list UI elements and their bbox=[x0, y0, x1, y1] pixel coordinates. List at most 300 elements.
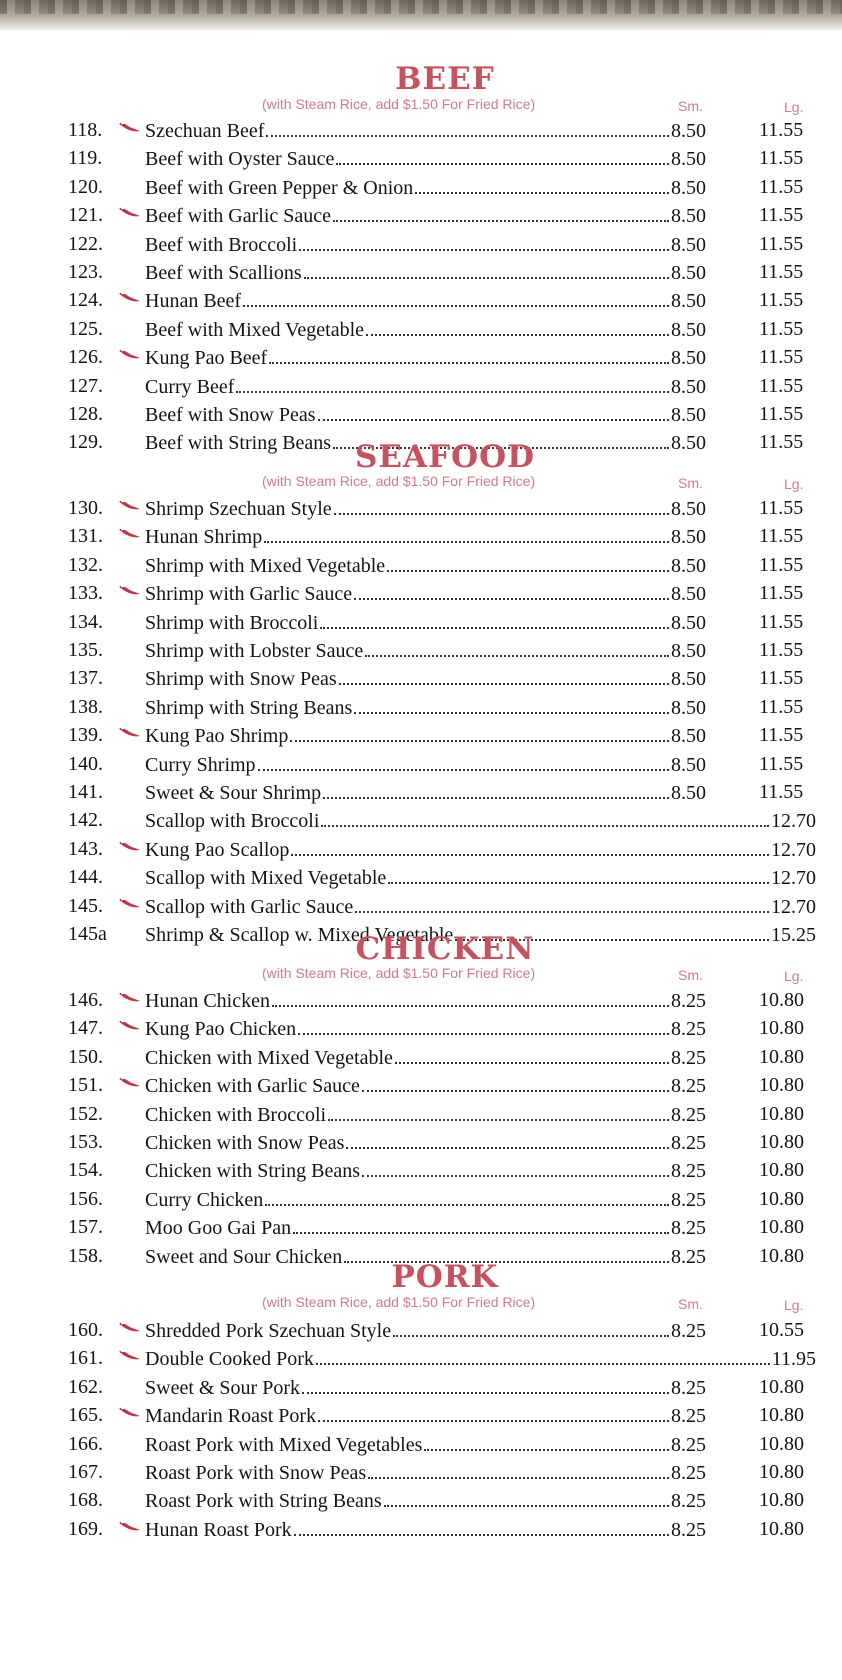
item-number: 139. bbox=[68, 724, 103, 747]
hot-pepper-icon bbox=[119, 1077, 141, 1089]
item-number: 118. bbox=[68, 119, 103, 141]
small-size-header: Sm. bbox=[678, 475, 703, 491]
large-size-header: Lg. bbox=[784, 99, 804, 115]
menu-item bbox=[0, 863, 842, 892]
item-number: 168. bbox=[68, 1489, 103, 1512]
small-price: 8.50 bbox=[671, 262, 706, 284]
item-price: 11.95 bbox=[771, 1348, 816, 1371]
item-number: 121. bbox=[68, 204, 103, 227]
large-price: 10.80 bbox=[759, 1131, 804, 1153]
large-price: 11.55 bbox=[759, 346, 804, 369]
item-name-line bbox=[145, 522, 706, 551]
small-price: 8.50 bbox=[671, 375, 706, 398]
small-price: 8.25 bbox=[671, 1075, 706, 1098]
item-number: 162. bbox=[68, 1375, 103, 1398]
menu-item bbox=[0, 664, 842, 693]
item-name: Scallop with Broccoli bbox=[145, 810, 320, 833]
menu-item bbox=[0, 1128, 842, 1157]
item-price: 12.70 bbox=[771, 895, 816, 918]
section-title: BEEF bbox=[395, 61, 495, 97]
hot-pepper-icon bbox=[119, 207, 141, 219]
dot-leader bbox=[272, 986, 669, 1007]
item-number: 153. bbox=[68, 1131, 103, 1153]
item-number: 161. bbox=[68, 1347, 103, 1370]
item-name-line bbox=[145, 1043, 706, 1072]
item-name: Beef with Oyster Sauce bbox=[145, 148, 335, 171]
item-name: Chicken with Broccoli bbox=[145, 1103, 327, 1126]
large-price: 10.80 bbox=[759, 989, 804, 1011]
item-name-line bbox=[145, 1515, 706, 1544]
item-number: 165. bbox=[68, 1404, 103, 1427]
dot-leader bbox=[299, 230, 669, 251]
item-price: 15.25 bbox=[771, 924, 816, 946]
item-name: Kung Pao Shrimp bbox=[145, 725, 289, 748]
menu-item bbox=[0, 986, 842, 1015]
item-name-line bbox=[145, 230, 706, 259]
dot-leader bbox=[395, 1043, 669, 1064]
item-number: 134. bbox=[68, 610, 103, 633]
large-price: 11.55 bbox=[759, 204, 804, 227]
dot-leader bbox=[318, 400, 669, 421]
dot-leader bbox=[393, 1316, 669, 1337]
item-name: Beef with Garlic Sauce bbox=[145, 205, 332, 228]
dot-leader bbox=[339, 664, 669, 685]
dot-leader bbox=[384, 1486, 669, 1507]
dot-leader bbox=[354, 693, 669, 714]
menu-item bbox=[0, 522, 842, 551]
item-name: Sweet and Sour Chicken bbox=[145, 1245, 343, 1268]
item-number: 156. bbox=[68, 1187, 103, 1210]
item-name: Curry Beef bbox=[145, 375, 235, 398]
item-name-line bbox=[145, 144, 706, 173]
item-name: Kung Pao Beef bbox=[145, 347, 268, 370]
section-subtitle: (with Steam Rice, add $1.50 For Fried Rice) bbox=[262, 1294, 536, 1310]
menu-item bbox=[0, 400, 842, 429]
item-name: Shrimp with String Beans bbox=[145, 696, 353, 719]
item-name-line bbox=[145, 315, 706, 344]
dot-leader bbox=[362, 1071, 669, 1092]
large-price: 10.80 bbox=[759, 1045, 804, 1068]
small-price: 8.25 bbox=[671, 1433, 706, 1456]
dot-leader bbox=[265, 1185, 669, 1206]
item-name: Scallop with Garlic Sauce bbox=[145, 895, 354, 918]
large-price: 10.80 bbox=[759, 1432, 804, 1455]
item-name-line bbox=[145, 1014, 706, 1043]
small-price: 8.50 bbox=[671, 318, 706, 341]
item-number: 157. bbox=[68, 1216, 103, 1239]
item-name-line bbox=[145, 608, 706, 637]
hot-pepper-icon bbox=[119, 727, 141, 739]
small-price: 8.25 bbox=[671, 1462, 706, 1484]
dot-leader bbox=[328, 1100, 669, 1121]
hot-pepper-icon bbox=[119, 1407, 141, 1419]
item-name: Sweet & Sour Pork bbox=[145, 1376, 300, 1399]
menu-item bbox=[0, 1316, 842, 1345]
dot-leader bbox=[316, 1344, 770, 1365]
item-number: 158. bbox=[68, 1244, 103, 1267]
dot-leader bbox=[291, 835, 769, 856]
menu-item bbox=[0, 1014, 842, 1043]
dot-leader bbox=[304, 258, 669, 279]
dot-leader bbox=[362, 1156, 669, 1177]
item-name-line bbox=[145, 1128, 706, 1157]
item-name: Shrimp Szechuan Style bbox=[145, 498, 332, 520]
item-number: 133. bbox=[68, 582, 103, 605]
hot-pepper-icon bbox=[119, 500, 141, 512]
dot-leader bbox=[243, 286, 669, 307]
menu-item bbox=[0, 636, 842, 665]
small-price: 8.25 bbox=[671, 990, 706, 1012]
small-price: 8.50 bbox=[671, 498, 706, 520]
item-name-line bbox=[145, 201, 706, 230]
item-name-line bbox=[145, 1156, 706, 1185]
menu-item bbox=[0, 201, 842, 230]
menu-item bbox=[0, 144, 842, 173]
dot-leader bbox=[269, 343, 669, 364]
small-price: 8.50 bbox=[671, 640, 706, 662]
small-price: 8.50 bbox=[671, 148, 706, 171]
item-number: 150. bbox=[68, 1045, 103, 1068]
menu-item bbox=[0, 693, 842, 722]
menu-item bbox=[0, 372, 842, 401]
dot-leader bbox=[318, 1401, 669, 1422]
item-name: Shrimp with Garlic Sauce bbox=[145, 583, 353, 606]
menu-item bbox=[0, 258, 842, 287]
small-price: 8.25 bbox=[671, 1046, 706, 1069]
menu-item bbox=[0, 608, 842, 637]
menu-item bbox=[0, 286, 842, 315]
item-name-line bbox=[145, 986, 706, 1015]
dot-leader bbox=[264, 522, 669, 543]
item-price: 12.70 bbox=[771, 867, 816, 890]
item-number: 124. bbox=[68, 289, 103, 312]
large-price: 11.55 bbox=[759, 289, 804, 312]
item-name-line bbox=[145, 286, 706, 315]
item-name: Curry Shrimp bbox=[145, 753, 256, 776]
item-name-line bbox=[145, 693, 706, 722]
menu-item bbox=[0, 750, 842, 779]
large-size-header: Lg. bbox=[784, 1297, 804, 1313]
dot-leader bbox=[236, 372, 669, 393]
item-name-line bbox=[145, 1373, 706, 1402]
item-name: Beef with Mixed Vegetable bbox=[145, 318, 365, 341]
large-price: 11.55 bbox=[759, 431, 804, 454]
item-number: 126. bbox=[68, 346, 103, 369]
item-number: 130. bbox=[68, 497, 103, 519]
dot-leader bbox=[387, 551, 669, 572]
item-name-line bbox=[145, 1458, 706, 1487]
large-price: 11.55 bbox=[759, 374, 804, 397]
item-name: Hunan Chicken bbox=[145, 990, 270, 1012]
small-price: 8.25 bbox=[671, 1160, 706, 1183]
large-price: 10.80 bbox=[759, 1244, 804, 1267]
large-price: 10.55 bbox=[759, 1319, 804, 1341]
hot-pepper-icon bbox=[119, 528, 141, 540]
small-price: 8.50 bbox=[671, 404, 706, 426]
menu-item bbox=[0, 1401, 842, 1430]
menu-item bbox=[0, 806, 842, 835]
large-price: 11.55 bbox=[759, 667, 804, 690]
item-number: 142. bbox=[68, 809, 103, 832]
large-price: 11.55 bbox=[759, 317, 804, 340]
item-name: Shrimp with Mixed Vegetable bbox=[145, 554, 386, 577]
small-price: 8.50 bbox=[671, 432, 706, 455]
menu-item bbox=[0, 1043, 842, 1072]
large-price: 11.55 bbox=[759, 147, 804, 170]
large-price: 11.55 bbox=[759, 525, 804, 548]
item-name-line bbox=[145, 664, 706, 693]
small-price: 8.50 bbox=[671, 753, 706, 776]
menu-item bbox=[0, 721, 842, 750]
item-number: 122. bbox=[68, 232, 103, 255]
item-name-line bbox=[145, 806, 816, 835]
dot-leader bbox=[336, 144, 669, 165]
item-number: 125. bbox=[68, 317, 103, 340]
item-name-line bbox=[145, 494, 706, 523]
item-name-line bbox=[145, 343, 706, 372]
large-price: 10.80 bbox=[759, 1187, 804, 1210]
small-price: 8.50 bbox=[671, 176, 706, 199]
small-price: 8.25 bbox=[671, 1132, 706, 1154]
dot-leader bbox=[346, 1128, 669, 1149]
item-name: Sweet & Sour Shrimp bbox=[145, 782, 322, 804]
dot-leader bbox=[321, 806, 769, 827]
item-number: 154. bbox=[68, 1159, 103, 1182]
section-subtitle: (with Steam Rice, add $1.50 For Fried Rice) bbox=[262, 965, 536, 981]
section-title: SEAFOOD bbox=[355, 439, 535, 475]
item-name-line bbox=[145, 892, 816, 921]
dot-leader bbox=[294, 1515, 669, 1536]
dot-leader bbox=[266, 116, 669, 137]
small-price: 8.50 bbox=[671, 233, 706, 256]
large-price: 11.55 bbox=[759, 403, 804, 425]
hot-pepper-icon bbox=[119, 1521, 141, 1533]
menu-item bbox=[0, 315, 842, 344]
large-price: 11.55 bbox=[759, 582, 804, 605]
small-price: 8.50 bbox=[671, 782, 706, 804]
item-number: 152. bbox=[68, 1102, 103, 1125]
item-name-line bbox=[145, 863, 816, 892]
large-price: 11.55 bbox=[759, 695, 804, 718]
large-price: 10.80 bbox=[759, 1216, 804, 1239]
item-number: 137. bbox=[68, 667, 103, 690]
item-name: Curry Chicken bbox=[145, 1188, 264, 1211]
menu-item bbox=[0, 1486, 842, 1515]
item-number: 167. bbox=[68, 1461, 103, 1483]
hot-pepper-icon bbox=[119, 898, 141, 910]
item-name-line bbox=[145, 1486, 706, 1515]
item-name: Moo Goo Gai Pan bbox=[145, 1217, 292, 1240]
item-name-line bbox=[145, 721, 706, 750]
large-price: 11.55 bbox=[759, 553, 804, 576]
item-name: Double Cooked Pork bbox=[145, 1348, 314, 1371]
dot-leader bbox=[415, 173, 669, 194]
item-name: Hunan Shrimp bbox=[145, 526, 263, 549]
hot-pepper-icon bbox=[119, 1350, 141, 1362]
small-price: 8.50 bbox=[671, 205, 706, 228]
item-number: 120. bbox=[68, 175, 103, 198]
item-name-line bbox=[145, 750, 706, 779]
dot-leader bbox=[258, 750, 669, 771]
item-number: 138. bbox=[68, 695, 103, 718]
menu-item bbox=[0, 778, 842, 807]
large-price: 10.80 bbox=[759, 1017, 804, 1040]
item-number: 146. bbox=[68, 989, 103, 1011]
dot-leader bbox=[320, 608, 669, 629]
large-price: 11.55 bbox=[759, 497, 804, 519]
small-size-header: Sm. bbox=[678, 967, 703, 983]
dot-leader bbox=[354, 579, 669, 600]
small-price: 8.50 bbox=[671, 611, 706, 634]
item-name-line bbox=[145, 551, 706, 580]
large-price: 10.80 bbox=[759, 1375, 804, 1398]
item-number: 135. bbox=[68, 639, 103, 661]
item-name: Beef with Broccoli bbox=[145, 233, 298, 256]
large-price: 11.55 bbox=[759, 639, 804, 661]
item-name: Chicken with Garlic Sauce bbox=[145, 1075, 360, 1098]
large-price: 11.55 bbox=[759, 610, 804, 633]
item-name: Shredded Pork Szechuan Style bbox=[145, 1320, 392, 1342]
item-number: 166. bbox=[68, 1432, 103, 1455]
menu-item bbox=[0, 494, 842, 523]
small-price: 8.25 bbox=[671, 1518, 706, 1541]
large-price: 10.80 bbox=[759, 1517, 804, 1540]
menu-item bbox=[0, 1100, 842, 1129]
menu-item bbox=[0, 230, 842, 259]
item-number: 129. bbox=[68, 431, 103, 454]
item-name-line bbox=[145, 1430, 706, 1459]
item-number: 119. bbox=[68, 147, 103, 170]
menu-item bbox=[0, 116, 842, 145]
menu-item bbox=[0, 1344, 842, 1373]
menu-item bbox=[0, 1185, 842, 1214]
item-name-line bbox=[145, 835, 816, 864]
small-price: 8.25 bbox=[671, 1018, 706, 1041]
item-name-line bbox=[145, 579, 706, 608]
large-price: 11.55 bbox=[759, 261, 804, 283]
small-size-header: Sm. bbox=[678, 98, 703, 114]
item-name-line bbox=[145, 258, 706, 287]
item-number: 132. bbox=[68, 553, 103, 576]
dot-leader bbox=[365, 636, 669, 657]
item-name: Beef with Green Pepper & Onion bbox=[145, 176, 414, 199]
small-price: 8.50 bbox=[671, 526, 706, 549]
item-name: Szechuan Beef bbox=[145, 120, 265, 142]
item-name-line bbox=[145, 636, 706, 665]
item-number: 160. bbox=[68, 1319, 103, 1341]
item-name-line bbox=[145, 778, 706, 807]
item-name: Shrimp with Broccoli bbox=[145, 611, 319, 634]
item-number: 169. bbox=[68, 1517, 103, 1540]
hot-pepper-icon bbox=[119, 992, 141, 1004]
small-price: 8.25 bbox=[671, 1490, 706, 1513]
large-size-header: Lg. bbox=[784, 968, 804, 984]
large-price: 11.55 bbox=[759, 119, 804, 141]
item-number: 145a bbox=[68, 923, 107, 945]
menu-item bbox=[0, 1156, 842, 1185]
item-number: 131. bbox=[68, 525, 103, 548]
large-price: 10.80 bbox=[759, 1074, 804, 1097]
small-price: 8.50 bbox=[671, 120, 706, 142]
item-name-line bbox=[145, 1401, 706, 1430]
item-number: 144. bbox=[68, 866, 103, 889]
small-price: 8.50 bbox=[671, 725, 706, 748]
menu-item bbox=[0, 1373, 842, 1402]
menu-item bbox=[0, 1430, 842, 1459]
large-price: 10.80 bbox=[759, 1461, 804, 1483]
item-name: Shrimp & Scallop w. Mixed Vegetable bbox=[145, 924, 454, 946]
item-name: Beef with String Beans bbox=[145, 432, 332, 455]
menu-item bbox=[0, 835, 842, 864]
dot-leader bbox=[293, 1213, 669, 1234]
item-name: Mandarin Roast Pork bbox=[145, 1405, 317, 1428]
small-price: 8.50 bbox=[671, 583, 706, 606]
item-name-line bbox=[145, 400, 706, 429]
dot-leader bbox=[424, 1430, 669, 1451]
item-name-line bbox=[145, 1100, 706, 1129]
item-number: 147. bbox=[68, 1017, 103, 1040]
large-price: 11.55 bbox=[759, 781, 804, 803]
item-number: 128. bbox=[68, 403, 103, 425]
large-price: 10.80 bbox=[759, 1159, 804, 1182]
item-name: Hunan Beef bbox=[145, 290, 242, 313]
small-price: 8.50 bbox=[671, 696, 706, 719]
menu-item bbox=[0, 1071, 842, 1100]
item-name: Chicken with Snow Peas bbox=[145, 1132, 345, 1154]
dot-leader bbox=[334, 494, 669, 515]
large-price: 10.80 bbox=[759, 1404, 804, 1427]
item-name: Roast Pork with String Beans bbox=[145, 1490, 382, 1513]
item-name: Scallop with Mixed Vegetable bbox=[145, 867, 387, 890]
menu-item bbox=[0, 579, 842, 608]
dot-leader bbox=[388, 863, 769, 884]
top-photo-strip bbox=[0, 0, 842, 30]
item-name: Chicken with String Beans bbox=[145, 1160, 360, 1183]
large-size-header: Lg. bbox=[784, 476, 804, 492]
large-price: 10.80 bbox=[759, 1489, 804, 1512]
item-name-line bbox=[145, 1316, 706, 1345]
large-price: 11.55 bbox=[759, 175, 804, 198]
menu-item bbox=[0, 892, 842, 921]
large-price: 10.80 bbox=[759, 1102, 804, 1125]
menu-item bbox=[0, 343, 842, 372]
small-price: 8.50 bbox=[671, 554, 706, 577]
hot-pepper-icon bbox=[119, 585, 141, 597]
item-number: 127. bbox=[68, 374, 103, 397]
menu-item bbox=[0, 173, 842, 202]
small-price: 8.25 bbox=[671, 1405, 706, 1428]
item-name: Hunan Roast Pork bbox=[145, 1518, 292, 1541]
item-name: Roast Pork with Snow Peas bbox=[145, 1462, 367, 1484]
item-number: 145. bbox=[68, 894, 103, 917]
item-name: Beef with Snow Peas bbox=[145, 404, 316, 426]
item-name: Kung Pao Chicken bbox=[145, 1018, 297, 1041]
small-size-header: Sm. bbox=[678, 1296, 703, 1312]
small-price: 8.50 bbox=[671, 290, 706, 313]
item-name: Shrimp with Snow Peas bbox=[145, 668, 337, 691]
dot-leader bbox=[368, 1458, 669, 1479]
item-name-line bbox=[145, 173, 706, 202]
hot-pepper-icon bbox=[119, 1322, 141, 1334]
menu-item bbox=[0, 1515, 842, 1544]
item-name-line bbox=[145, 1071, 706, 1100]
item-name-line bbox=[145, 116, 706, 145]
small-price: 8.25 bbox=[671, 1103, 706, 1126]
small-price: 8.50 bbox=[671, 668, 706, 691]
dot-leader bbox=[298, 1014, 669, 1035]
item-name: Roast Pork with Mixed Vegetables bbox=[145, 1433, 423, 1456]
item-number: 151. bbox=[68, 1074, 103, 1097]
